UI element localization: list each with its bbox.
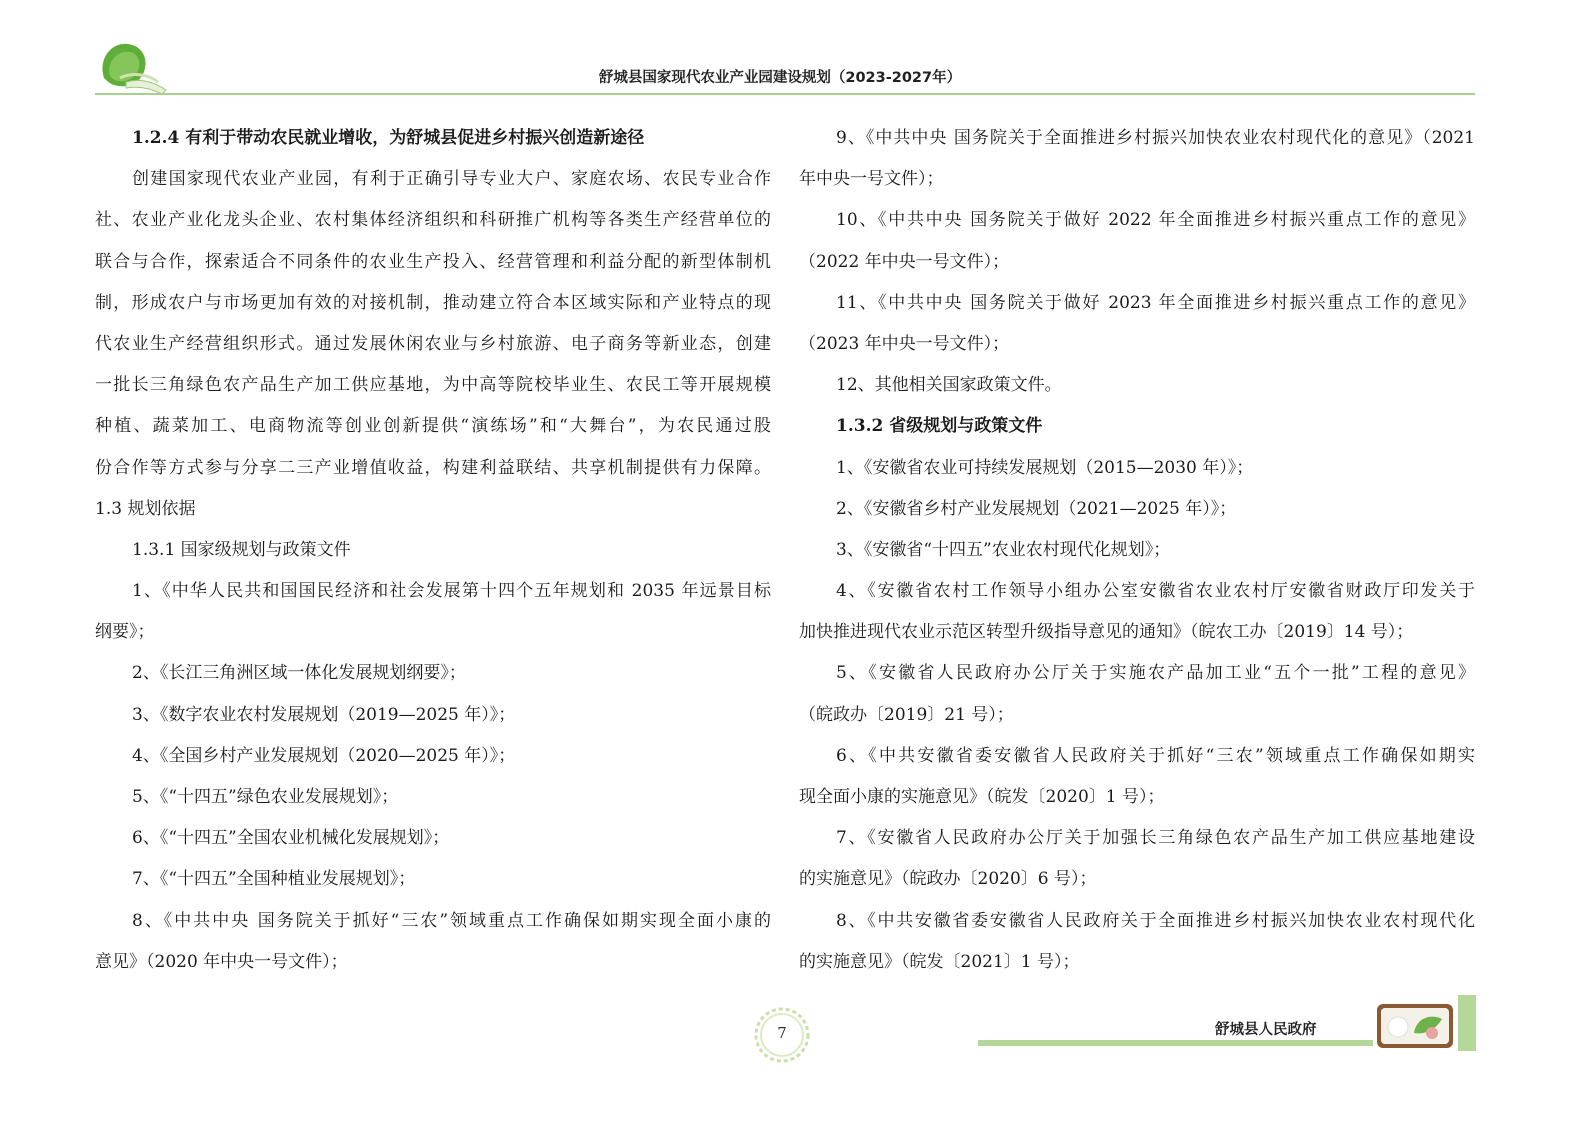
list-item: 3、《安徽省“十四五”农业农村现代化规划》；	[836, 539, 1171, 560]
list-item-line: 4、《安徽省农村工作领导小组办公室安徽省农业农村厅安徽省财政厅印发关于	[836, 581, 1475, 602]
list-item: 1、《安徽省农业可持续发展规划（2015—2030 年）》；	[836, 457, 1254, 478]
list-item: 12、其他相关国家政策文件。	[836, 375, 1062, 396]
list-item-line: 加快推进现代农业示范区转型升级指导意见的通知》（皖农工办〔2019〕14 号）；	[799, 622, 1414, 643]
page-number: 7	[777, 1024, 787, 1042]
paragraph-line: 创建国家现代农业产业园，有利于正确引导专业大户、家庭农场、农民专业合作	[132, 169, 771, 190]
list-item-line: 现全面小康的实施意见》（皖发〔2020〕1 号）；	[799, 787, 1165, 807]
list-item-line: （皖政办〔2019〕21 号）；	[799, 704, 1014, 725]
list-item-line: 6、《中共安徽省委安徽省人民政府关于抓好“三农”领域重点工作确保如期实	[836, 745, 1475, 766]
subsection-heading-1-3-1: 1.3.1 国家级规划与政策文件	[132, 539, 351, 560]
paragraph-line: 社、农业产业化龙头企业、农村集体经济组织和科研推广机构等各类生产经营单位的	[95, 210, 771, 231]
list-item-line: 的实施意见》（皖发〔2021〕1 号）；	[799, 951, 1080, 972]
list-item: 6、《“十四五”全国农业机械化发展规划》；	[132, 828, 450, 849]
paragraph-line: 份合作等方式参与分享二三产业增值收益，构建利益联结、共享机制提供有力保障。	[95, 457, 771, 478]
list-item-line: 9、《中共中央 国务院关于全面推进乡村振兴加快农业农村现代化的意见》（2021	[836, 128, 1475, 148]
list-item-line: 纲要》；	[95, 622, 155, 643]
list-item-line: （2022 年中央一号文件）；	[799, 251, 1010, 272]
header-divider	[95, 93, 1475, 95]
paragraph-line: 一批长三角绿色农产品生产加工供应基地，为中高等院校毕业生、农民工等开展规模	[95, 375, 771, 396]
footer-divider	[978, 1040, 1373, 1046]
list-item-line: 7、《安徽省人民政府办公厅关于加强长三角绿色农产品生产加工供应基地建设	[836, 828, 1475, 849]
right-column	[799, 118, 1475, 983]
list-item-line: 意见》（2020 年中央一号文件）；	[95, 951, 348, 972]
list-item-line: 8、《中共中央 国务院关于抓好“三农”领域重点工作确保如期实现全面小康的	[132, 910, 771, 931]
list-item: 7、《“十四五”全国种植业发展规划》；	[132, 869, 416, 890]
list-item-line: 的实施意见》（皖政办〔2020〕6 号）；	[799, 869, 1097, 890]
list-item-line: 5、《安徽省人民政府办公厅关于实施农产品加工业“五个一批”工程的意见》	[836, 663, 1475, 684]
list-item-line: 年中央一号文件）；	[799, 169, 944, 190]
list-item: 3、《数字农业农村发展规划（2019—2025 年）》；	[132, 704, 516, 725]
document-title: 舒城县国家现代农业产业园建设规划（2023-2027年）	[598, 70, 962, 86]
list-item-line: （2023 年中央一号文件）；	[799, 333, 1010, 354]
paragraph-line: 联合与合作，探索适合不同条件的农业生产投入、经营管理和利益分配的新型体制机	[95, 251, 771, 272]
bok-choy-icon	[96, 38, 176, 96]
section-heading-1-2-4: 1.2.4 有利于带动农民就业增收，为舒城县促进乡村振兴创造新途径	[132, 128, 645, 148]
list-item: 2、《长江三角洲区域一体化发展规划纲要》；	[132, 663, 466, 684]
section-heading-1-3: 1.3 规划依据	[95, 498, 196, 519]
list-item-line: 8、《中共安徽省委安徽省人民政府关于全面推进乡村振兴加快农业农村现代化	[836, 910, 1475, 931]
list-item: 5、《“十四五”绿色农业发展规划》；	[132, 787, 399, 807]
paragraph-line: 种植、蔬菜加工、电商物流等创业创新提供“演练场”和“大舞台”，为农民通过股	[95, 416, 771, 437]
subsection-heading-1-3-2: 1.3.2 省级规划与政策文件	[836, 416, 1043, 437]
list-item-line: 10、《中共中央 国务院关于做好 2022 年全面推进乡村振兴重点工作的意见》	[836, 210, 1475, 231]
list-item: 4、《全国乡村产业发展规划（2020—2025 年）》；	[132, 745, 516, 766]
paragraph-line: 制，形成农户与市场更加有效的对接机制，推动建立符合本区域实际和产业特点的现	[95, 292, 771, 313]
footer-organization: 舒城县人民政府	[1215, 1022, 1317, 1038]
list-item-line: 1、《中华人民共和国国民经济和社会发展第十四个五年规划和 2035 年远景目标	[132, 581, 771, 602]
vegetable-tray-icon	[1376, 1003, 1454, 1049]
paragraph-line: 代农业生产经营组织形式。通过发展休闲农业与乡村旅游、电子商务等新业态，创建	[95, 333, 771, 354]
left-column	[95, 118, 771, 983]
footer-accent-bar	[1458, 995, 1476, 1051]
list-item: 2、《安徽省乡村产业发展规划（2021—2025 年）》；	[836, 498, 1237, 519]
list-item-line: 11、《中共中央 国务院关于做好 2023 年全面推进乡村振兴重点工作的意见》	[836, 292, 1475, 313]
